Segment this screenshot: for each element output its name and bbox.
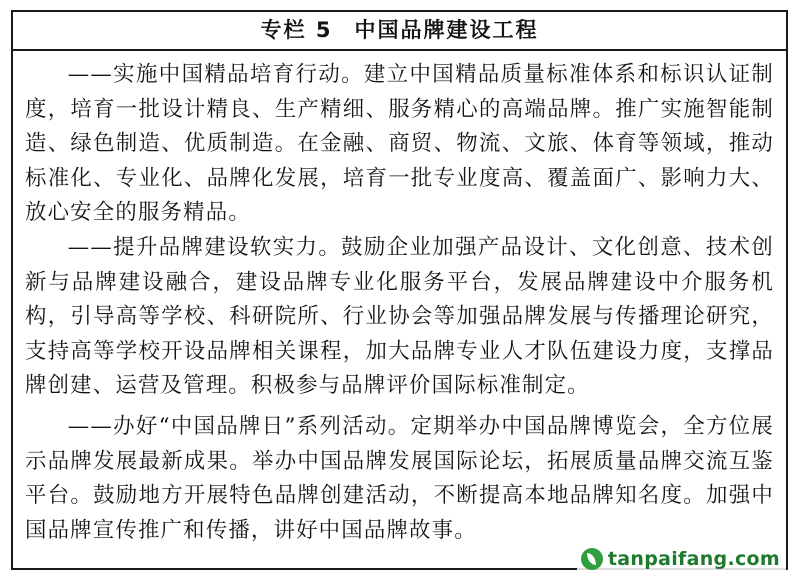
paragraph-quality-brand: ——实施中国精品培育行动。建立中国精品质量标准体系和标识认证制度，培育一批设计精良、生产精细、服务精心的高端品牌。推广实施智能制造、绿色制造、优质制造。在金融、商贸、物流、文旅、体育等领域，推动标准化、专业化、品牌化发展，培育一批专业度高、覆盖面广、影响力大、放心安全的服务精品。 — [25, 62, 774, 226]
paragraph-brand-day: ——办好“中国品牌日”系列活动。定期举办中国品牌博览会，全方位展示品牌发展最新成果。举办中国品牌发展国际论坛，拓展质量品牌交流互鉴平台。鼓励地方开展特色品牌创建活动，不断提高本地品牌知名度。加强中国品牌宣传推广和传播，讲好中国品牌故事。 — [25, 413, 774, 543]
column-title: 中国品牌建设工程 — [354, 18, 539, 42]
column-body — [13, 51, 786, 548]
column-label: 专栏 5 — [260, 18, 333, 42]
column-box — [11, 10, 788, 570]
watermark — [577, 544, 786, 574]
watermark-text: tanpaifang.com — [607, 548, 780, 570]
paragraph-soft-power: ——提升品牌建设软实力。鼓励企业加强产品设计、文化创意、技术创新与品牌建设融合，建设品牌专业化服务平台，发展品牌建设中介服务机构，引导高等学校、科研院所、行业协会等加强品牌发展与传播理论研究，支持高等学校开设品牌相关课程，加大品牌专业人才队伍建设力度，支撑品牌创建、运营及管理。积极参与品牌评价国际标准制定。 — [25, 234, 774, 399]
leaf-logo-icon — [581, 548, 603, 570]
column-header — [13, 12, 786, 51]
